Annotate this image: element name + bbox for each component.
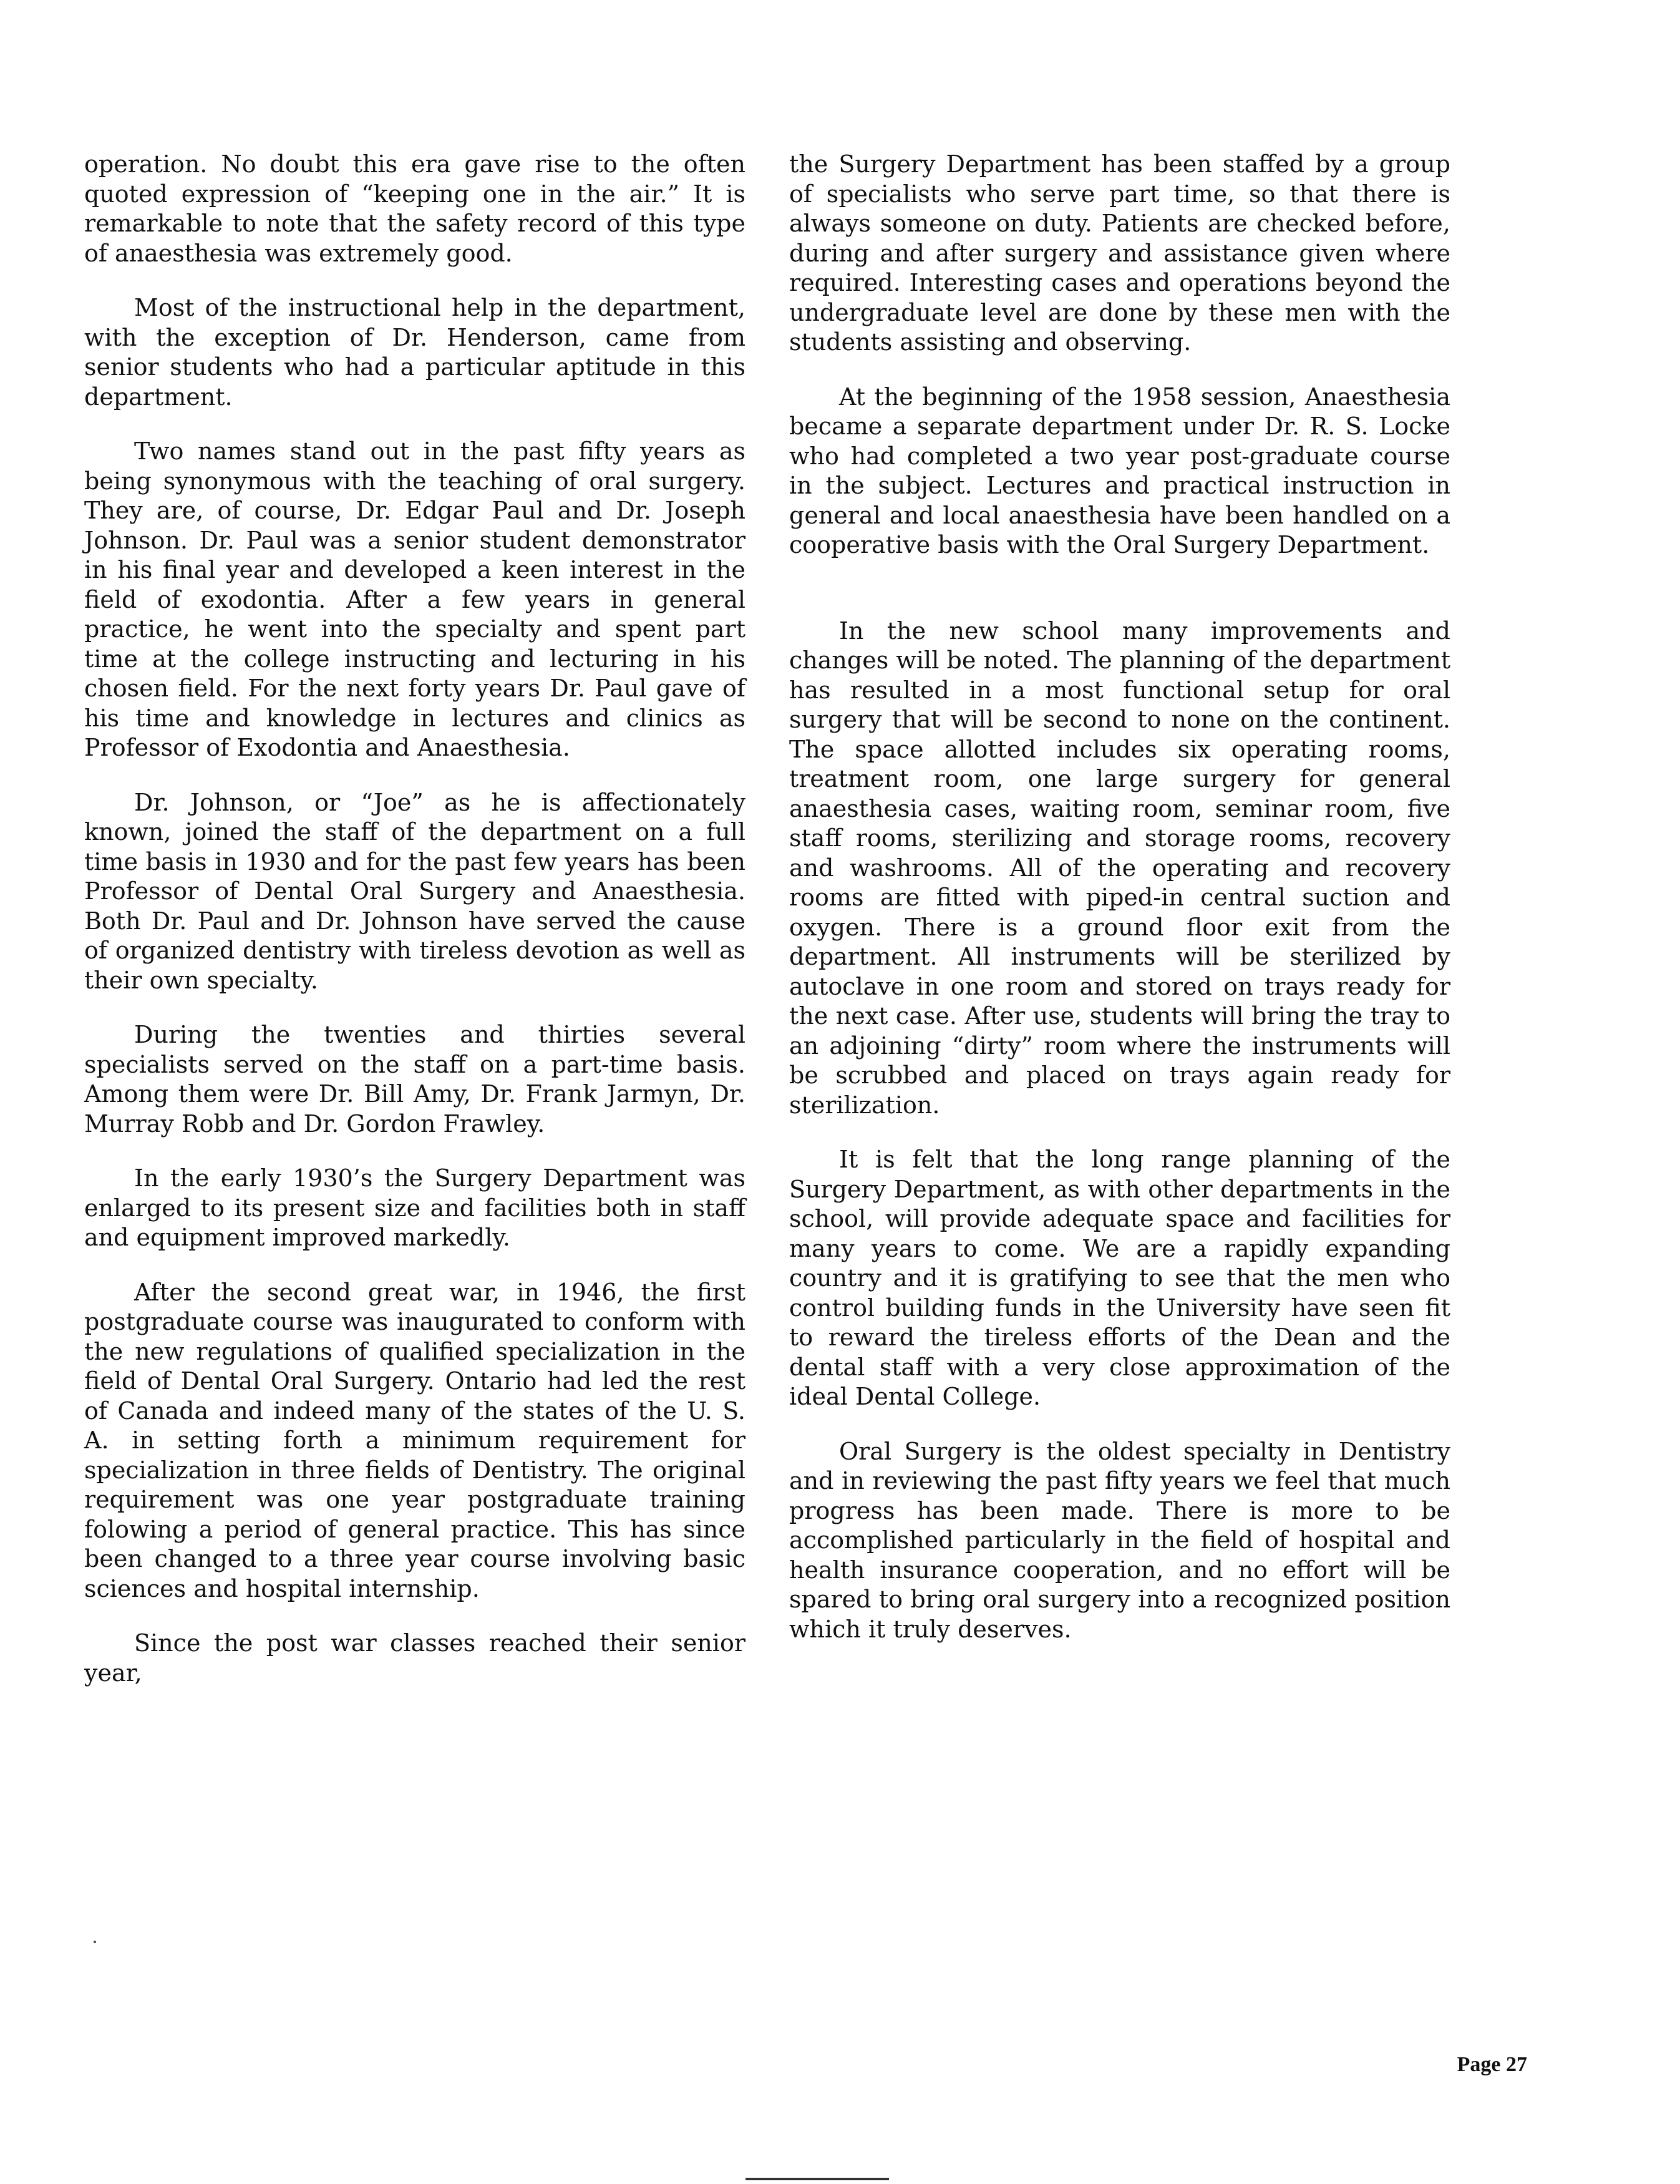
- paragraph-dr-johnson: Dr. Johnson, or “Joe” as he is affectionately known, joined the staff of the department on a full time basis in 1930 and for the past few years has been Professor of Dental Oral Surgery and Anaesthesia. Both Dr. Paul and Dr. Johnson have served the cause of organized dentistry with tireless devotion as well as their own specialty.: [84, 788, 745, 994]
- scan-speck: [94, 1941, 96, 1943]
- left-text-column: [84, 150, 745, 1713]
- right-text-column: [789, 150, 1450, 1669]
- paragraph-1958-session: At the beginning of the 1958 session, Anaesthesia became a separate department under Dr. R. S. Locke who had completed a two year post-graduate course in the subject. Lectures and practical instruction in general and local anaesthesia have been handled on a cooperative basis with the Oral Surgery Department.: [789, 383, 1450, 558]
- paragraph-long-range-planning: It is felt that the long range planning of the Surgery Department, as with other departments in the school, will provide adequate space and facilities for many years to come. We are a rapidly expanding country and it is gratifying to see that the men who control building funds in the University have seen fit to reward the tireless efforts of the Dean and the dental staff with a very close approximation of the ideal Dental College.: [789, 1146, 1450, 1410]
- paragraph-new-school: In the new school many improvements and changes will be noted. The planning of the department has resulted in a most functional setup for oral surgery that will be second to none on the continent. The space allotted includes six operating rooms, treatment room, one large surgery for general anaesthesia cases, waiting room, seminar room, five staff rooms, sterilizing and storage rooms, recovery and washrooms. All of the operating and recovery rooms are fitted with piped-in central suction and oxygen. There is a ground floor exit from the department. All instruments will be sterilized by autoclave in one room and stored on trays ready for the next case. After use, students will bring the tray to an adjoining “dirty” room where the instruments will be scrubbed and placed on trays again ready for sterilization.: [789, 617, 1450, 1119]
- paragraph-part-time-specialists: During the twenties and thirties several specialists served on the staff on a part-time basis. Among them were Dr. Bill Amy, Dr. Frank Jarmyn, Dr. Murray Robb and Dr. Gordon Frawley.: [84, 1021, 745, 1138]
- paragraph-early-1930s: In the early 1930’s the Surgery Department was enlarged to its present size and facilities both in staff and equipment improved markedly.: [84, 1164, 745, 1251]
- paragraph-staffed-specialists: the Surgery Department has been staffed by a group of specialists who serve part time, so that there is always someone on duty. Patients are checked before, during and after surgery and assistance given where required. Interesting cases and operations beyond the undergraduate level are done by these men with the students assisting and observing.: [789, 150, 1450, 356]
- page-number: Page 27: [1457, 2053, 1527, 2076]
- paragraph-post-war-classes: Since the post war classes reached their senior year,: [84, 1629, 745, 1687]
- paragraph-instructional-help: Most of the instructional help in the department, with the exception of Dr. Henderson, came from senior students who had a particular aptitude in this department.: [84, 294, 745, 411]
- paragraph-oldest-specialty: Oral Surgery is the oldest specialty in Dentistry and in reviewing the past fifty years we feel that much progress has been made. There is more to be accomplished particularly in the field of hospital and health insurance cooperation, and no effort will be spared to bring oral surgery into a recognized position which it truly deserves.: [789, 1437, 1450, 1643]
- paragraph-anaesthesia-safety: operation. No doubt this era gave rise to the often quoted expression of “keeping one in the air.” It is remarkable to note that the safety record of this type of anaesthesia was extremely good.: [84, 150, 745, 267]
- paragraph-two-names: Two names stand out in the past fifty years as being synonymous with the teaching of oral surgery. They are, of course, Dr. Edgar Paul and Dr. Joseph Johnson. Dr. Paul was a senior student demonstrator in his final year and developed a keen interest in the field of exodontia. After a few years in general practice, he went into the specialty and spent part time at the college instructing and lecturing in his chosen field. For the next forty years Dr. Paul gave of his time and knowledge in lectures and clinics as Professor of Exodontia and Anaesthesia.: [84, 437, 745, 761]
- paragraph-postgraduate-course: After the second great war, in 1946, the first postgraduate course was inaugurated to conform with the new regulations of qualified specialization in the field of Dental Oral Surgery. Ontario had led the rest of Canada and indeed many of the states of the U. S. A. in setting forth a minimum requirement for specialization in three fields of Dentistry. The original requirement was one year postgraduate training folowing a period of general practice. This has since been changed to a three year course involving basic sciences and hospital internship.: [84, 1278, 745, 1602]
- bottom-edge-rule: [745, 2178, 889, 2180]
